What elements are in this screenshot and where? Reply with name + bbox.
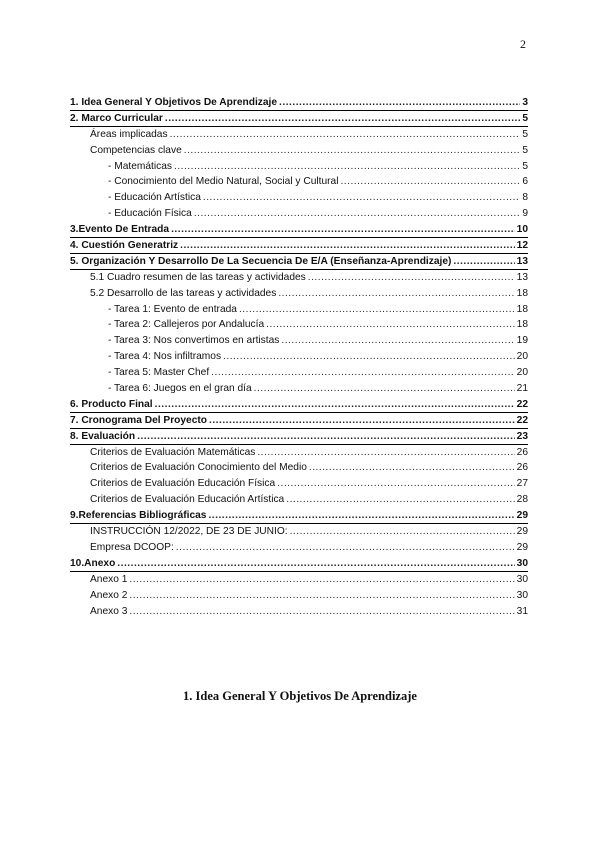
toc-dot-leader [203,190,520,206]
toc-entry[interactable] [70,492,528,508]
toc-entry-page: 10 [516,224,528,236]
toc-entry-title: 5. Organización Y Desarrollo De La Secuencia De E/A (Enseñanza-Aprendizaje) [70,255,452,267]
toc-dot-leader [278,286,514,302]
toc-dot-leader [171,222,515,238]
toc-dot-leader [239,302,515,318]
toc-entry-page: 22 [516,398,528,410]
toc-entry-title: - Tarea 4: Nos infiltramos [108,351,222,363]
toc-entry-page: 29 [516,526,528,538]
toc-dot-leader [194,206,521,222]
toc-dot-leader [340,174,520,190]
toc-entry-title: 2. Marco Curricular [70,112,163,124]
toc-entry-page: 13 [516,255,528,267]
toc-entry[interactable] [70,270,528,286]
toc-entry-title: Empresa DCOOP: [90,541,174,553]
toc-entry-title: 3.Evento De Entrada [70,224,170,236]
toc-entry-page: 28 [516,494,528,506]
toc-entry-page: 30 [516,557,528,569]
toc-entry[interactable] [70,429,528,445]
toc-entry[interactable] [70,286,528,302]
toc-entry-page: 21 [516,383,528,395]
toc-entry-page: 26 [516,446,528,458]
toc-entry-title: Anexo 1 [90,573,128,585]
toc-entry[interactable] [70,127,528,143]
toc-entry-page: 18 [516,287,528,299]
toc-dot-leader [155,397,515,413]
toc-dot-leader [277,476,514,492]
toc-dot-leader [266,317,515,333]
toc-entry-title: - Educación Artística [108,192,201,204]
toc-dot-leader [308,270,515,286]
toc-entry-title: 5.1 Cuadro resumen de las tareas y actividades [90,271,306,283]
toc-entry-title: 10.Anexo [70,557,116,569]
toc-entry[interactable] [70,333,528,349]
toc-entry-title: Competencias clave [90,144,182,156]
toc-entry-page: 13 [516,271,528,283]
toc-entry-title: 5.2 Desarrollo de las tareas y actividades [90,287,277,299]
toc-entry[interactable] [70,206,528,222]
toc-dot-leader [174,159,520,175]
toc-entry-page: 5 [522,128,528,140]
toc-dot-leader [254,381,515,397]
section-heading: 1. Idea General Y Objetivos De Aprendizaje [183,689,417,703]
table-of-contents [70,95,528,619]
toc-entry-title: - Conocimiento del Medio Natural, Social y Cultural [108,176,339,188]
toc-entry-title: - Tarea 5: Master Chef [108,367,210,379]
toc-entry-page: 20 [516,351,528,363]
toc-entry-title: Criterios de Evaluación Educación Física [90,478,276,490]
toc-entry-page: 18 [516,319,528,331]
page-number: 2 [520,37,526,51]
toc-entry-title: - Tarea 3: Nos convertimos en artistas [108,335,280,347]
toc-entry-page: 22 [516,414,528,426]
toc-dot-leader [223,349,515,365]
toc-entry[interactable] [70,174,528,190]
toc-entry[interactable] [70,604,528,620]
toc-dot-leader [290,524,515,540]
toc-entry-title: 6. Producto Final [70,398,153,410]
toc-entry-page: 6 [522,176,528,188]
toc-entry[interactable] [70,111,528,127]
toc-entry-title: 1. Idea General Y Objetivos De Aprendizaje [70,97,278,108]
toc-entry-title: - Tarea 2: Callejeros por Andalucía [108,319,265,331]
toc-entry-page: 30 [516,589,528,601]
toc-entry[interactable] [70,222,528,238]
toc-entry-title: - Tarea 1: Evento de entrada [108,303,237,315]
toc-entry-page: 20 [516,367,528,379]
toc-dot-leader [281,333,514,349]
toc-entry[interactable] [70,508,528,524]
toc-entry-title: Áreas implicadas [90,128,168,140]
toc-dot-leader [170,127,521,143]
toc-entry-page: 5 [522,160,528,172]
toc-dot-leader [180,238,515,254]
toc-dot-leader [286,492,514,508]
toc-entry-title: 4. Cuestión Generatriz [70,240,179,252]
toc-entry-title: - Matemáticas [108,160,172,172]
toc-entry-page: 3 [522,97,528,108]
toc-entry[interactable] [70,159,528,175]
toc-dot-leader [211,365,514,381]
toc-entry[interactable] [70,524,528,540]
toc-entry[interactable] [70,397,528,413]
toc-entry-title: Criterios de Evaluación Educación Artística [90,494,285,506]
toc-entry[interactable] [70,238,528,254]
toc-entry-page: 5 [522,112,528,124]
toc-entry-title: 8. Evaluación [70,430,136,442]
toc-entry-page: 30 [516,573,528,585]
toc-entry-page: 29 [516,510,528,522]
toc-entry-page: 31 [516,605,528,617]
toc-dot-leader [257,445,514,461]
toc-entry-page: 8 [522,192,528,204]
toc-entry[interactable] [70,556,528,572]
toc-dot-leader [176,540,515,556]
toc-dot-leader [165,111,520,127]
toc-entry[interactable] [70,143,528,159]
toc-entry-page: 27 [516,478,528,490]
toc-entry[interactable] [70,95,528,111]
toc-entry-title: Criterios de Evaluación Conocimiento del Medio [90,462,307,474]
toc-dot-leader [209,413,515,429]
toc-entry-title: INSTRUCCIÓN 12/2022, DE 23 DE JUNIO: [90,526,288,538]
toc-dot-leader [129,572,514,588]
toc-entry-page: 23 [516,430,528,442]
toc-entry-title: Criterios de Evaluación Matemáticas [90,446,256,458]
toc-entry-title: Anexo 2 [90,589,128,601]
toc-entry[interactable] [70,365,528,381]
toc-entry-page: 26 [516,462,528,474]
toc-entry[interactable] [70,381,528,397]
toc-entry-title: - Educación Física [108,208,192,220]
toc-dot-leader [129,604,514,620]
toc-entry[interactable] [70,572,528,588]
toc-entry[interactable] [70,317,528,333]
toc-entry[interactable] [70,349,528,365]
toc-entry-title: 7. Cronograma Del Proyecto [70,414,208,426]
toc-entry[interactable] [70,413,528,429]
toc-entry[interactable] [70,254,528,270]
toc-entry[interactable] [70,445,528,461]
toc-entry-page: 9 [522,208,528,220]
toc-entry[interactable] [70,190,528,206]
toc-entry-title: 9.Referencias Bibliográficas [70,510,207,522]
toc-entry-title: Anexo 3 [90,605,128,617]
toc-entry[interactable] [70,540,528,556]
toc-entry[interactable] [70,476,528,492]
toc-entry-page: 18 [516,303,528,315]
toc-dot-leader [309,460,515,476]
toc-dot-leader [137,429,515,445]
toc-dot-leader [453,254,514,270]
toc-entry-page: 19 [516,335,528,347]
toc-dot-leader [279,95,520,111]
toc-dot-leader [129,588,514,604]
toc-entry-page: 29 [516,541,528,553]
toc-dot-leader [184,143,521,159]
toc-entry-page: 12 [516,240,528,252]
toc-dot-leader [117,556,514,572]
toc-entry[interactable] [70,588,528,604]
toc-entry[interactable] [70,302,528,318]
toc-entry-title: - Tarea 6: Juegos en el gran día [108,383,252,395]
toc-entry[interactable] [70,460,528,476]
toc-entry-page: 5 [522,144,528,156]
toc-dot-leader [208,508,514,524]
